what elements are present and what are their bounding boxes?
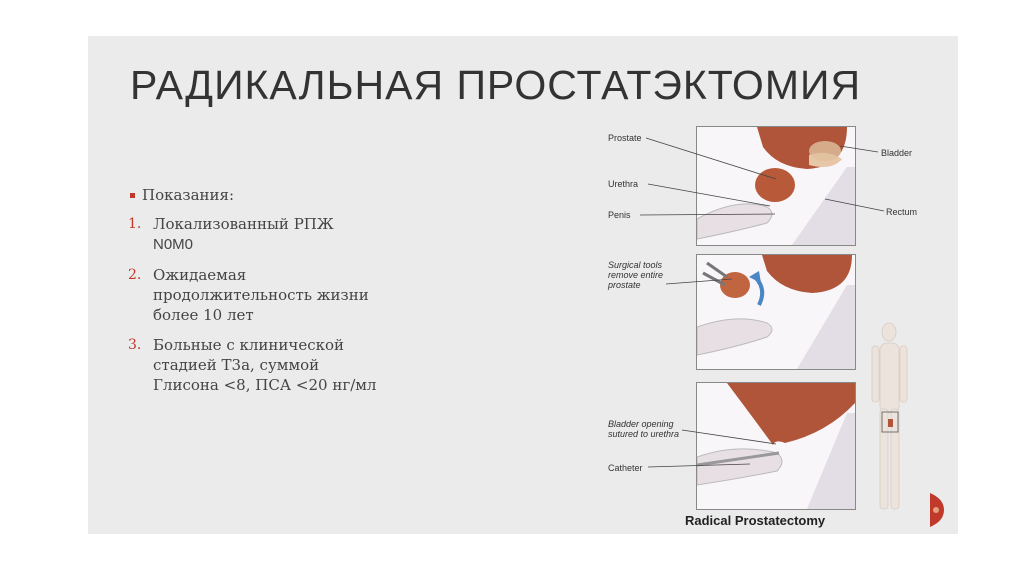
item-line: стадией Т3а, суммой bbox=[153, 356, 320, 374]
figure-caption: Radical Prostatectomy bbox=[685, 513, 826, 528]
item-line: более 10 лет bbox=[153, 306, 254, 324]
item-line: Ожидаемая bbox=[153, 266, 247, 284]
item-line: Локализованный РПЖ bbox=[153, 215, 334, 233]
item-text bbox=[153, 265, 418, 325]
list-item-2 bbox=[128, 265, 418, 325]
item-line: N0M0 bbox=[153, 236, 194, 253]
slide-title: РАДИКАЛЬНАЯ ПРОСТАТЭКТОМИЯ bbox=[130, 62, 862, 108]
surgical-tools-line: prostate bbox=[608, 280, 641, 290]
prostatectomy-illustration bbox=[600, 124, 945, 534]
item-number: 1. bbox=[128, 216, 142, 232]
bullet-square-icon bbox=[130, 193, 135, 198]
human-figure bbox=[600, 124, 945, 534]
surgical-tools-line: remove entire bbox=[608, 270, 664, 280]
item-text bbox=[153, 214, 418, 255]
catheter-label: Catheter bbox=[608, 463, 643, 473]
prostate-label: Prostate bbox=[608, 133, 642, 143]
item-text bbox=[153, 335, 418, 395]
bladder-opening-line: sutured to urethra bbox=[608, 429, 680, 439]
penis-label: Penis bbox=[608, 210, 631, 220]
indications-heading-text: Показания: bbox=[142, 186, 235, 204]
logo-icon bbox=[928, 493, 944, 527]
item-number: 3. bbox=[128, 337, 142, 353]
item-number: 2. bbox=[128, 267, 142, 283]
surgical-tools-line: Surgical tools bbox=[608, 260, 663, 270]
bladder-label: Bladder bbox=[881, 148, 913, 158]
urethra-label: Urethra bbox=[608, 179, 639, 189]
list-item-3 bbox=[128, 335, 418, 395]
item-line: продолжительность жизни bbox=[153, 286, 369, 304]
bladder-opening-line: Bladder opening bbox=[608, 419, 674, 429]
item-line: Больные с клинической bbox=[153, 336, 344, 354]
list-item-1 bbox=[128, 214, 418, 255]
rectum-label: Rectum bbox=[886, 207, 918, 217]
indications-list bbox=[128, 186, 418, 405]
indications-heading bbox=[128, 186, 418, 204]
item-line: Глисона <8, ПСА <20 нг/мл bbox=[153, 376, 377, 394]
